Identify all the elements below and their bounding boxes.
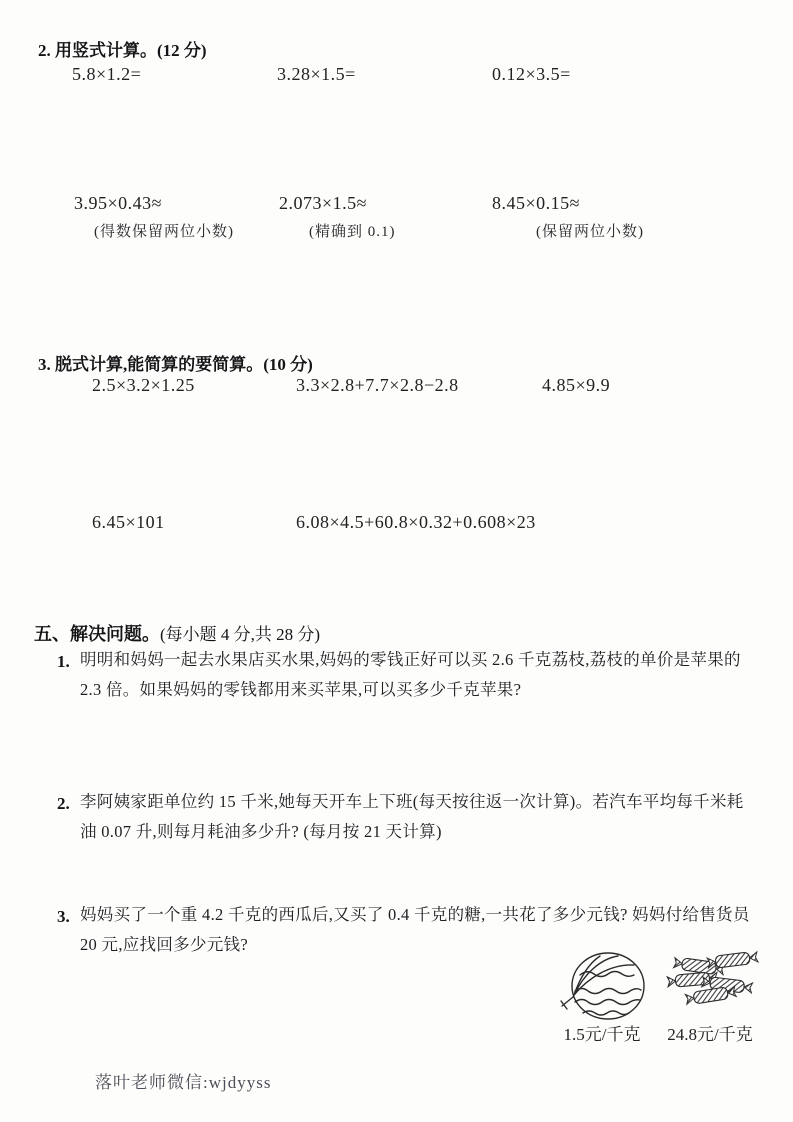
expression-s3-r1-c3: 4.85×9.9	[542, 375, 611, 395]
expression-s3-r2-c1: 6.45×101	[92, 512, 165, 532]
section2-score: (12 分)	[157, 41, 207, 60]
expression-s2-r1-c3: 0.12×3.5=	[492, 64, 571, 84]
expression-s3-r2-c2: 6.08×4.5+60.8×0.32+0.608×23	[296, 512, 536, 532]
problem2-number: 2.	[57, 794, 70, 813]
expression-s2-r2-c3: 8.45×0.15≈	[492, 193, 581, 213]
expression-s3-r1-c2: 3.3×2.8+7.7×2.8−2.8	[296, 375, 459, 395]
expression-s2-r2-c2: 2.073×1.5≈	[279, 193, 368, 213]
note-s2-c3: (保留两位小数)	[536, 224, 644, 240]
note-s2-c1: (得数保留两位小数)	[94, 224, 234, 240]
section3-number: 3.	[38, 355, 51, 374]
expression-s2-r1-c1: 5.8×1.2=	[72, 64, 142, 84]
watermelon-price-label: 1.5元/千克	[563, 1025, 641, 1044]
candy-price-label: 24.8元/千克	[667, 1025, 753, 1044]
section5-score: (每小题 4 分,共 28 分)	[160, 625, 321, 644]
expression-s2-r2-c1: 3.95×0.43≈	[74, 193, 163, 213]
problem1-number: 1.	[57, 652, 70, 671]
section3-header	[38, 350, 313, 375]
watermelon-icon	[558, 948, 648, 1022]
expression-s2-r1-c2: 3.28×1.5=	[277, 64, 356, 84]
expression-s3-r1-c1: 2.5×3.2×1.25	[92, 375, 195, 395]
problem1-line2: 2.3 倍。如果妈妈的零钱都用来买苹果,可以买多少千克苹果?	[80, 680, 522, 699]
section2-header	[38, 36, 207, 61]
section3-score: (10 分)	[263, 355, 313, 374]
section5-header	[34, 620, 320, 646]
note-s2-c2: (精确到 0.1)	[309, 224, 396, 240]
section2-number: 2.	[38, 41, 51, 60]
section3-title: 脱式计算,能简算的要简算。	[55, 355, 264, 374]
problem2-line1: 李阿姨家距单位约 15 千米,她每天开车上下班(每天按往返一次计算)。若汽车平均每千米耗	[80, 792, 744, 811]
section5-title: 五、解决问题。	[34, 624, 160, 644]
problem3-line1: 妈妈买了一个重 4.2 千克的西瓜后,又买了 0.4 千克的糖,一共花了多少元钱? 妈妈付给售货员	[80, 905, 750, 924]
problem2-line2: 油 0.07 升,则每月耗油多少升? (每月按 21 天计算)	[80, 822, 442, 841]
watermelon-illustration	[558, 948, 648, 1022]
problem3-line2: 20 元,应找回多少元钱?	[80, 935, 248, 954]
footer-wechat-note: 落叶老师微信:wjdyyss	[95, 1073, 272, 1092]
candy-icon	[662, 950, 762, 1014]
candy-illustration	[662, 950, 762, 1014]
problem1-line1: 明明和妈妈一起去水果店买水果,妈妈的零钱正好可以买 2.6 千克荔枝,荔枝的单价是苹果的	[80, 650, 741, 669]
section2-title: 用竖式计算。	[55, 41, 157, 60]
problem3-number: 3.	[57, 907, 70, 926]
